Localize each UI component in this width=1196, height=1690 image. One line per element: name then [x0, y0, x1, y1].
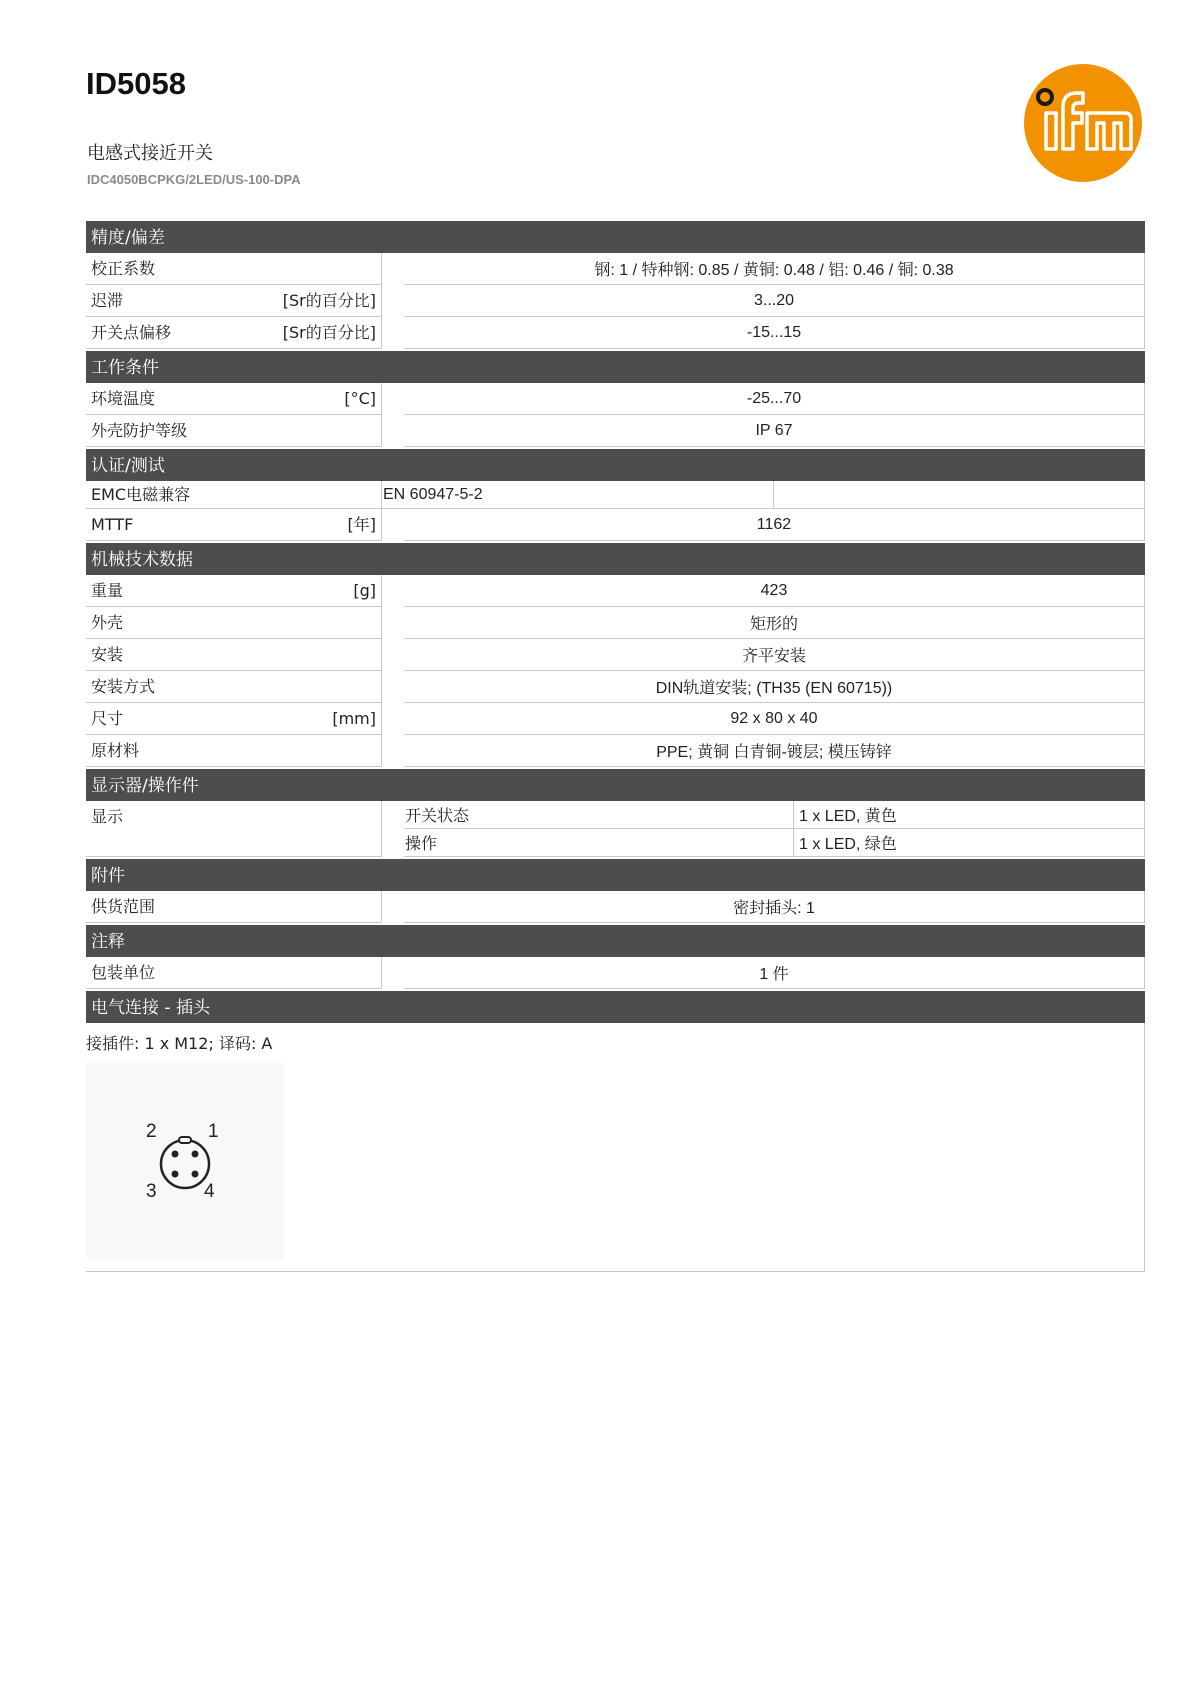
subrow-key: 操作 — [404, 829, 794, 856]
row-value: 1162 — [404, 509, 1145, 541]
row-unit: [年] — [347, 514, 376, 534]
row-value: -15...15 — [404, 317, 1145, 349]
subrow-key: 开关状态 — [404, 801, 794, 828]
product-subtitle: 电感式接近开关 — [87, 143, 213, 164]
row-value: 钢: 1 / 特种钢: 0.85 / 黄铜: 0.48 / 铝: 0.46 / 铜: 0.38 — [404, 253, 1145, 285]
section-remarks: 注释 — [86, 925, 1145, 957]
row-label: 外壳防护等级 — [91, 420, 188, 440]
section-precision: 精度/偏差 — [86, 221, 1145, 253]
row-value: 密封插头: 1 — [404, 891, 1145, 923]
table-row — [86, 253, 1145, 285]
pinout-diagram — [86, 1063, 284, 1259]
row-label: 安装 — [91, 644, 124, 664]
subrow-value: 1 x LED, 黄色 — [799, 808, 897, 825]
connector-outline — [161, 1140, 209, 1188]
row-unit: [g] — [353, 580, 376, 600]
table-row — [86, 575, 1145, 607]
row-value: DIN轨道安装; (TH35 (EN 60715)) — [404, 671, 1145, 703]
row-value: 齐平安装 — [404, 639, 1145, 671]
subrow-value: 1 x LED, 绿色 — [799, 836, 897, 853]
row-label: 安装方式 — [91, 676, 156, 696]
connector-text: 接插件: 1 x M12; 译码: A — [86, 1034, 273, 1053]
row-value: -25...70 — [404, 383, 1145, 415]
row-label: 包装单位 — [91, 962, 156, 982]
row-label: MTTF — [91, 514, 134, 534]
row-value: 1 件 — [404, 957, 1145, 989]
row-label: 外壳 — [91, 612, 124, 632]
row-value: IP 67 — [404, 415, 1145, 447]
row-label: 迟滞 — [91, 290, 124, 310]
model-code: IDC4050BCPKG/2LED/US-100-DPA — [87, 172, 301, 187]
pin-label: 1 — [208, 1121, 219, 1142]
pin-label: 3 — [146, 1181, 157, 1202]
pin-dot — [192, 1171, 199, 1178]
row-value-2 — [774, 481, 1144, 508]
row-label: 原材料 — [91, 740, 140, 760]
section-connection: 电气连接 - 插头 — [86, 991, 1145, 1023]
row-label: 重量 — [91, 580, 124, 600]
row-label: 显示 — [91, 807, 124, 826]
row-unit: [Sr的百分比] — [282, 322, 376, 342]
connector-key — [179, 1137, 191, 1143]
pin-dot — [192, 1151, 199, 1158]
row-value: EN 60947-5-2 — [382, 481, 774, 508]
datasheet — [86, 219, 1145, 1272]
pin-label: 2 — [146, 1121, 157, 1142]
row-unit: [Sr的百分比] — [282, 290, 376, 310]
row-value: 423 — [404, 575, 1145, 607]
section-accessories: 附件 — [86, 859, 1145, 891]
section-operating: 工作条件 — [86, 351, 1145, 383]
section-approvals: 认证/测试 — [86, 449, 1145, 481]
table-row — [86, 891, 1145, 923]
row-value: 92 x 80 x 40 — [404, 703, 1145, 735]
table-row — [86, 639, 1145, 671]
row-value: 3...20 — [404, 285, 1145, 317]
row-label: 校正系数 — [91, 258, 156, 278]
table-row — [86, 957, 1145, 989]
row-label: EMC电磁兼容 — [91, 484, 191, 504]
ifm-logo — [1023, 63, 1143, 183]
row-label: 环境温度 — [91, 388, 156, 408]
row-label: 供货范围 — [91, 896, 156, 916]
display-subrow — [404, 801, 1145, 829]
section-display: 显示器/操作件 — [86, 769, 1145, 801]
table-row — [86, 607, 1145, 639]
table-row — [86, 671, 1145, 703]
row-unit: [mm] — [332, 708, 376, 728]
table-row — [86, 703, 1145, 735]
table-row — [86, 415, 1145, 447]
row-label: 尺寸 — [91, 708, 124, 728]
table-row — [86, 481, 1145, 509]
section-mechanical: 机械技术数据 — [86, 543, 1145, 575]
table-row — [86, 735, 1145, 767]
display-subrow — [404, 829, 1145, 857]
connection-box — [86, 1023, 1145, 1272]
table-row — [86, 317, 1145, 349]
page-title: ID5058 — [86, 66, 186, 101]
table-row — [86, 801, 1145, 857]
row-value: 矩形的 — [404, 607, 1145, 639]
table-row — [86, 509, 1145, 541]
pin-dot — [172, 1171, 179, 1178]
table-row — [86, 383, 1145, 415]
row-unit: [°C] — [344, 388, 376, 408]
row-label: 开关点偏移 — [91, 322, 172, 342]
table-row — [86, 285, 1145, 317]
row-value: PPE; 黄铜 白青铜-镀层; 模压铸锌 — [404, 735, 1145, 767]
pin-label: 4 — [204, 1181, 215, 1202]
pin-dot — [172, 1151, 179, 1158]
